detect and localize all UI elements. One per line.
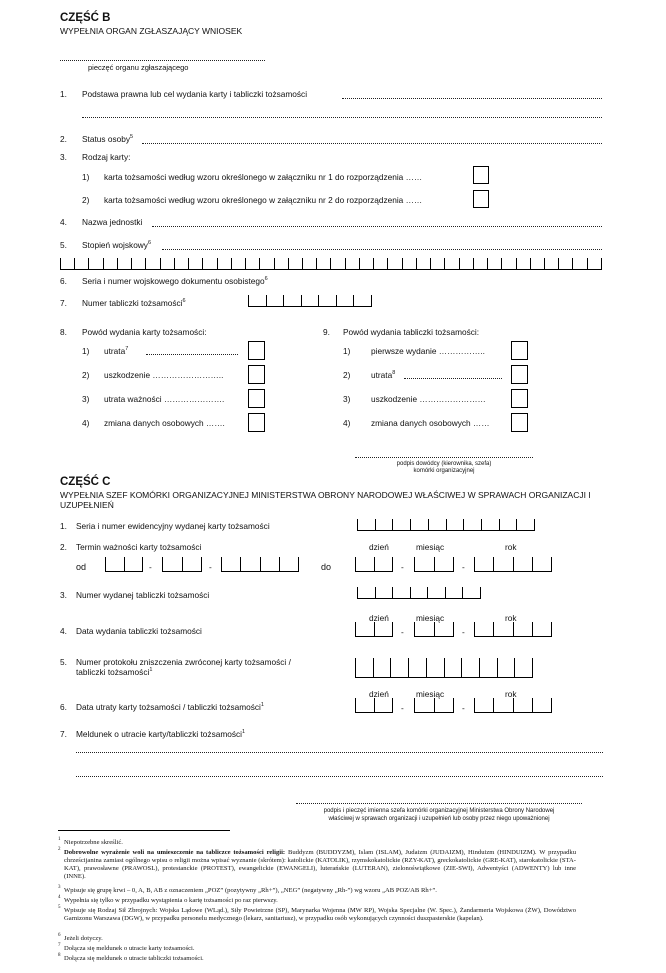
option-number: 4) [82, 418, 90, 428]
issued-tag-number-comb[interactable] [357, 587, 481, 599]
legal-basis-label: Podstawa prawna lub cel wydania karty i tabliczki tożsamości [82, 89, 308, 99]
comb-cell[interactable] [336, 295, 354, 306]
comb-cell[interactable] [474, 557, 493, 571]
comb-cell[interactable] [501, 258, 515, 269]
destruction-protocol-label-2: tabliczki tożsamości$^1$ [76, 667, 153, 677]
footnote-number: 8 [58, 953, 61, 958]
tag-issue-date-label: Data wydania tabliczki tożsamości [76, 626, 202, 636]
comb-cell[interactable] [374, 557, 394, 571]
item-number: 2. [60, 542, 67, 552]
military-id-label: Seria i numer wojskowego dokumentu osobistego$^6$ [82, 276, 268, 286]
comb-cell[interactable] [357, 519, 375, 530]
option-number: 1) [82, 346, 90, 356]
comb-cell[interactable] [74, 258, 88, 269]
comb-cell[interactable] [387, 258, 401, 269]
comb-cell[interactable] [103, 258, 117, 269]
comb-cell[interactable] [131, 258, 145, 269]
comb-cell[interactable] [217, 258, 231, 269]
comb-cell[interactable] [355, 698, 374, 712]
comb-cell[interactable] [260, 557, 279, 571]
option-number: 2) [82, 370, 90, 380]
destruction-protocol-label-1: Numer protokołu zniszczenia zwróconej karty tożsamości / [76, 657, 291, 667]
comb-cell[interactable] [408, 658, 426, 677]
tag-number-label: Numer tabliczki tożsamości$^6$ [82, 298, 186, 308]
comb-cell[interactable] [513, 557, 532, 571]
comb-cell[interactable] [301, 295, 319, 306]
to-label: do [321, 562, 332, 572]
tag-issue-day[interactable] [355, 622, 393, 637]
option-number: 4) [343, 418, 351, 428]
comb-cell[interactable] [513, 698, 532, 712]
comb-cell[interactable] [410, 587, 428, 598]
comb-cell[interactable] [60, 258, 74, 269]
footnote-number: 4 [58, 895, 61, 900]
destruction-protocol-comb[interactable] [355, 658, 533, 678]
validity-from-year[interactable] [221, 557, 299, 572]
option-number: 1) [343, 346, 351, 356]
comb-cell[interactable] [266, 295, 284, 306]
card-reason-loss-label: utrata$^7$ [104, 346, 129, 356]
date-separator: - [401, 627, 404, 637]
comb-cell[interactable] [357, 587, 375, 598]
comb-cell[interactable] [434, 557, 455, 571]
comb-cell[interactable] [160, 258, 174, 269]
footnote-2: Dobrowolne wyrażenie woli na umieszczenie na tabliczce tożsamości religii: Buddyzm (BUDDYZM), Islam (ISLAM), Judaizm (JUDAIZM), Hinduizm (HINDUIZM). W przypadku chrześcijanina zamiast ogólnego wpisu o religii można wpisać wyznanie (skrótem): katolickie (KATOLIK), rzymskokatolickie (RZY-KAT), greckokatolickie (GRE-KAT), starokatolickie (STA-KAT), prawosławne (PRAWOSL), protestanckie (PROTEST), ewangelickie (EWANGELI), luterańskie (LUTERAN), zielonoświątkowe (ZIE-SWI), Adwentyści (ADWENTY) lub inne (INNE). [64, 849, 577, 880]
comb-cell[interactable] [530, 258, 544, 269]
loss-month[interactable] [414, 698, 454, 713]
date-separator: - [209, 562, 212, 572]
commander-signature-label-1: podpis dowódcy (kierownika, szefa) [396, 461, 492, 467]
validity-from-day[interactable] [105, 557, 143, 572]
loss-year[interactable] [474, 698, 552, 713]
comb-cell[interactable] [410, 519, 428, 530]
comb-cell[interactable] [302, 258, 316, 269]
comb-cell[interactable] [345, 258, 359, 269]
footnote-1: Niepotrzebne skreślić. [64, 839, 123, 846]
tag-reason-first-label: pierwsze wydanie …………….. [371, 346, 485, 356]
comb-cell[interactable] [240, 557, 259, 571]
legal-basis-field-line2[interactable] [82, 117, 602, 118]
comb-cell[interactable] [353, 295, 372, 306]
tag-reason-label: Powód wydania tabliczki tożsamości: [343, 327, 480, 337]
item-number: 3. [60, 590, 67, 600]
item-number: 7. [60, 729, 67, 739]
option-number: 2) [343, 370, 351, 380]
loss-report-label: Meldunek o utracie karty/tabliczki tożsamości$^1$ [76, 729, 246, 739]
comb-cell[interactable] [474, 622, 493, 636]
footnote-number: 6 [58, 933, 61, 938]
footnote-number: 7 [58, 943, 61, 948]
comb-cell[interactable] [558, 258, 572, 269]
comb-cell[interactable] [414, 622, 434, 636]
from-label: od [76, 562, 87, 572]
stamp-label: pieczęć organu zgłaszającego [88, 63, 189, 72]
comb-cell[interactable] [374, 622, 394, 636]
tag-reason-loss-checkbox[interactable] [511, 365, 528, 384]
month-label: miesiąc [416, 689, 445, 699]
item-number: 7. [60, 298, 67, 308]
card-serial-label: Seria i numer ewidencyjny wydanej karty tożsamości [76, 521, 270, 531]
comb-cell[interactable] [373, 658, 391, 677]
tag-reason-damage-label: uszkodzenie …………………… [371, 394, 486, 404]
comb-cell[interactable] [330, 258, 344, 269]
comb-cell[interactable] [479, 658, 497, 677]
month-label: miesiąc [416, 613, 445, 623]
comb-cell[interactable] [316, 258, 330, 269]
part-c-subtitle: WYPEŁNIA SZEF KOMÓRKI ORGANIZACYJNEJ MINISTERSTWA OBRONY NARODOWEJ WŁAŚCIWEJ W SPRAWACH ORGANIZACJI I UZUPEŁNIEŃ [60, 490, 591, 510]
comb-cell[interactable] [355, 557, 374, 571]
comb-cell[interactable] [445, 587, 463, 598]
name-comb-field[interactable] [60, 258, 602, 270]
comb-cell[interactable] [481, 519, 499, 530]
comb-cell[interactable] [587, 258, 602, 269]
item-number: 1. [60, 89, 67, 99]
comb-cell[interactable] [259, 258, 273, 269]
month-label: miesiąc [416, 542, 445, 552]
year-label: rok [505, 542, 517, 552]
date-separator: - [401, 703, 404, 713]
comb-cell[interactable] [493, 698, 512, 712]
item-number: 6. [60, 702, 67, 712]
card-reason-expiry-label: utrata ważności …………………. [104, 394, 225, 404]
loss-day[interactable] [355, 698, 393, 713]
comb-cell[interactable] [274, 258, 288, 269]
day-label: dzień [369, 542, 389, 552]
comb-cell[interactable] [162, 557, 182, 571]
head-signature-label-2: właściwej w sprawach organizacji i uzupełnień lub osoby przez niego upoważnionej [328, 816, 550, 822]
comb-cell[interactable] [532, 622, 552, 636]
tag-issue-year[interactable] [474, 622, 552, 637]
loss-report-line-2[interactable] [76, 776, 603, 777]
footnote-4: Wypełnia się tylko w przypadku wystąpienia o kartę tożsamości po raz pierwszy. [64, 897, 278, 904]
comb-cell[interactable] [414, 698, 434, 712]
validity-to-year[interactable] [474, 557, 552, 572]
card-reason-data-change-checkbox[interactable] [248, 413, 265, 432]
option-number: 3) [82, 394, 90, 404]
comb-cell[interactable] [188, 258, 202, 269]
comb-cell[interactable] [392, 519, 410, 530]
comb-cell[interactable] [499, 519, 517, 530]
date-separator: - [462, 703, 465, 713]
card-reason-loss-checkbox[interactable] [248, 341, 265, 360]
card-type-option-2-label: karta tożsamości według wzoru określonego w załączniku nr 2 do rozporządzenia …… [104, 195, 423, 205]
comb-cell[interactable] [493, 622, 512, 636]
comb-cell[interactable] [288, 258, 302, 269]
part-c-title: CZĘŚĆ C [60, 476, 111, 488]
validity-to-day[interactable] [355, 557, 393, 572]
card-serial-comb[interactable] [357, 519, 535, 531]
footnote-8: Dołącza się meldunek o utracie tabliczki tożsamości. [64, 955, 204, 962]
item-number: 6. [60, 276, 67, 286]
footnote-7: Dołącza się meldunek o utracie karty tożsamości. [64, 945, 195, 952]
tag-reason-data-change-checkbox[interactable] [511, 413, 528, 432]
footnote-number: 1 [58, 837, 61, 842]
item-number: 2. [60, 134, 67, 144]
rank-label: Stopień wojskowy$^6$ [82, 240, 152, 250]
comb-cell[interactable] [414, 557, 434, 571]
comb-cell[interactable] [248, 295, 266, 306]
comb-cell[interactable] [231, 258, 245, 269]
comb-cell[interactable] [124, 557, 144, 571]
comb-cell[interactable] [416, 258, 430, 269]
comb-cell[interactable] [446, 519, 464, 530]
tag-reason-first-checkbox[interactable] [511, 341, 528, 360]
comb-cell[interactable] [513, 622, 532, 636]
item-number: 4. [60, 626, 67, 636]
comb-cell[interactable] [373, 258, 387, 269]
status-field[interactable] [142, 143, 602, 144]
validity-to-month[interactable] [414, 557, 454, 572]
comb-cell[interactable] [402, 258, 416, 269]
rank-field[interactable] [162, 249, 602, 250]
comb-cell[interactable] [487, 258, 501, 269]
comb-cell[interactable] [390, 658, 408, 677]
date-separator: - [149, 562, 152, 572]
comb-cell[interactable] [434, 622, 455, 636]
comb-cell[interactable] [430, 258, 444, 269]
commander-signature-label-2: komórki organizacyjnej [413, 468, 475, 474]
comb-cell[interactable] [516, 519, 535, 530]
comb-cell[interactable] [355, 622, 374, 636]
year-label: rok [505, 689, 517, 699]
tag-issue-month[interactable] [414, 622, 454, 637]
card-reason-data-change-label: zmiana danych osobowych ……. [104, 418, 225, 428]
item-number: 3. [60, 152, 67, 162]
comb-cell[interactable] [355, 658, 373, 677]
stamp-line [60, 60, 265, 61]
comb-cell[interactable] [182, 557, 203, 571]
card-type-option-2-checkbox[interactable] [473, 190, 489, 208]
footnote-separator [58, 830, 230, 831]
comb-cell[interactable] [461, 658, 479, 677]
footnote-number: 5 [58, 905, 61, 910]
comb-cell[interactable] [117, 258, 131, 269]
part-b-subtitle: WYPEŁNIA ORGAN ZGŁASZAJĄCY WNIOSEK [60, 26, 243, 36]
footnote-3: Wpisuje się grupę krwi – 0, A, B, AB z oznaczeniem „POZ” (pozytywny „Rh+”), „NEG” (negatywny „Rh-”) wg wzoru „AB POZ/AB Rh+”. [64, 887, 437, 894]
comb-cell[interactable] [462, 587, 481, 598]
comb-cell[interactable] [459, 258, 473, 269]
footnote-5: Wpisuje się Rodzaj Sił Zbrojnych: Wojska Lądowe (WLąd.), Siły Powietrzne (SP), Marynarka Wojenna (MW RP), Wojska Specjalne (W. Spec.), Żandarmeria Wojskowa (ŻW), Dowództwo Garnizonu Warszawa (DGW), w przypadku personelu medycznego (lekarz, sanitariusz), w przypadku osób wykonujących czynności duszpasterskie (kapelan). [64, 907, 576, 922]
leader-dots [404, 378, 502, 379]
item-number: 9. [323, 327, 330, 337]
head-signature-label-1: podpis i pieczęć imienna szefa komórki organizacyjnej Ministerstwa Obrony Narodowej [323, 808, 555, 814]
day-label: dzień [369, 689, 389, 699]
comb-cell[interactable] [375, 587, 393, 598]
card-reason-label: Powód wydania karty tożsamości: [82, 327, 207, 337]
footnote-number: 3 [58, 885, 61, 890]
card-type-label: Rodzaj karty: [82, 152, 131, 162]
comb-cell[interactable] [474, 698, 493, 712]
validity-from-month[interactable] [162, 557, 202, 572]
card-reason-expiry-checkbox[interactable] [248, 389, 265, 408]
comb-cell[interactable] [473, 258, 487, 269]
item-number: 1. [60, 521, 67, 531]
comb-cell[interactable] [532, 557, 552, 571]
date-separator: - [401, 562, 404, 572]
comb-cell[interactable] [105, 557, 124, 571]
status-label: Status osoby$^5$ [82, 134, 134, 144]
item-number: 5. [60, 240, 67, 250]
comb-cell[interactable] [516, 258, 530, 269]
comb-cell[interactable] [444, 658, 462, 677]
option-number: 1) [82, 172, 90, 182]
tag-number-comb[interactable] [248, 295, 372, 307]
item-number: 5. [60, 657, 67, 667]
date-separator: - [462, 562, 465, 572]
tag-reason-data-change-label: zmiana danych osobowych …… [371, 418, 490, 428]
head-signature-line[interactable] [296, 803, 582, 804]
comb-cell[interactable] [221, 557, 240, 571]
legal-basis-field[interactable] [342, 98, 602, 99]
comb-cell[interactable] [392, 587, 410, 598]
comb-cell[interactable] [375, 519, 393, 530]
comb-cell[interactable] [532, 698, 552, 712]
comb-cell[interactable] [434, 698, 455, 712]
comb-cell[interactable] [202, 258, 216, 269]
comb-cell[interactable] [318, 295, 336, 306]
loss-date-label: Data utraty karty tożsamości / tabliczki tożsamości$^1$ [76, 702, 264, 712]
leader-dots [146, 354, 238, 355]
card-type-option-1-checkbox[interactable] [473, 166, 489, 184]
comb-cell[interactable] [245, 258, 259, 269]
card-reason-damage-label: uszkodzenie …………………….. [104, 370, 224, 380]
item-number: 4. [60, 217, 67, 227]
comb-cell[interactable] [444, 258, 458, 269]
unit-name-field[interactable] [152, 226, 602, 227]
comb-cell[interactable] [174, 258, 188, 269]
comb-cell[interactable] [514, 658, 533, 677]
comb-cell[interactable] [544, 258, 558, 269]
part-b-title: CZĘŚĆ B [60, 12, 111, 24]
tag-reason-damage-checkbox[interactable] [511, 389, 528, 408]
comb-cell[interactable] [359, 258, 373, 269]
day-label: dzień [369, 613, 389, 623]
comb-cell[interactable] [493, 557, 512, 571]
unit-name-label: Nazwa jednostki [82, 217, 143, 227]
date-separator: - [462, 627, 465, 637]
commander-signature-line[interactable] [355, 457, 533, 458]
footnote-6: Jeżeli dotyczy. [64, 935, 103, 942]
card-reason-damage-checkbox[interactable] [248, 365, 265, 384]
comb-cell[interactable] [572, 258, 586, 269]
comb-cell[interactable] [427, 587, 445, 598]
issued-tag-number-label: Numer wydanej tabliczki tożsamości [76, 590, 210, 600]
comb-cell[interactable] [88, 258, 102, 269]
comb-cell[interactable] [145, 258, 159, 269]
option-number: 2) [82, 195, 90, 205]
comb-cell[interactable] [374, 698, 394, 712]
year-label: rok [505, 613, 517, 623]
option-number: 3) [343, 394, 351, 404]
tag-reason-loss-label: utrata$^8$ [371, 370, 396, 380]
comb-cell[interactable] [428, 519, 446, 530]
validity-label: Termin ważności karty tożsamości [76, 542, 202, 552]
comb-cell[interactable] [426, 658, 444, 677]
comb-cell[interactable] [497, 658, 515, 677]
item-number: 8. [60, 327, 67, 337]
comb-cell[interactable] [279, 557, 299, 571]
comb-cell[interactable] [283, 295, 301, 306]
card-type-option-1-label: karta tożsamości według wzoru określonego w załączniku nr 1 do rozporządzenia …… [104, 172, 423, 182]
footnote-number: 2 [58, 847, 61, 852]
comb-cell[interactable] [463, 519, 481, 530]
loss-report-line-1[interactable] [76, 752, 603, 753]
